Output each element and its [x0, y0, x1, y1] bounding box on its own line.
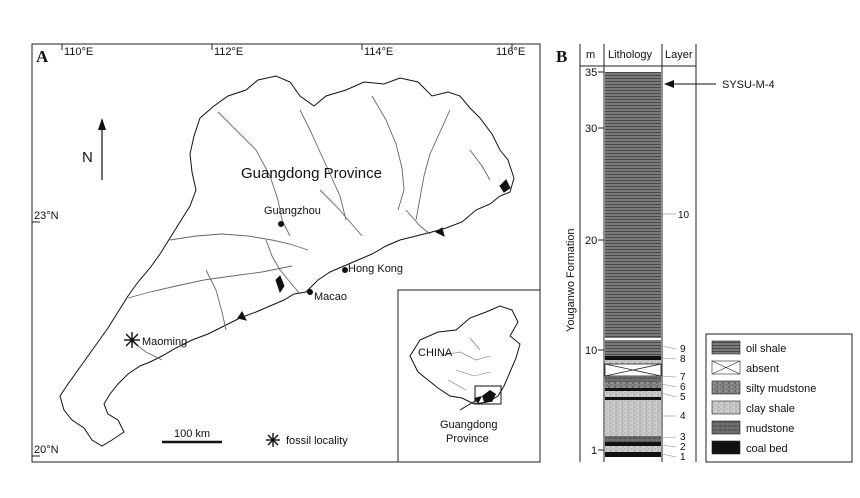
- sample-label: SYSU-M-4: [722, 79, 775, 91]
- layer-label: 2: [680, 442, 686, 453]
- legend-swatch-silty-mudstone: [712, 381, 740, 394]
- absent-unit: [605, 364, 661, 376]
- sample-arrow: [664, 80, 716, 88]
- panel-b-column: [556, 44, 852, 463]
- legend-label: oil shale: [746, 343, 787, 355]
- layer-label: 1: [680, 452, 686, 463]
- legend-label: clay shale: [746, 403, 795, 415]
- north-label: N: [82, 149, 93, 166]
- city-label-maoming: Maoming: [142, 336, 188, 348]
- city-marker-macao: [307, 289, 313, 295]
- coal-band-5: [605, 452, 661, 457]
- layer-label: 8: [680, 354, 686, 365]
- layer-label: 10: [678, 210, 690, 221]
- longitude-label: 110°E: [64, 46, 94, 58]
- depth-tick-label: 35: [585, 67, 598, 79]
- longitude-label: 112°E: [214, 46, 244, 58]
- depth-tick-label: 30: [585, 123, 598, 135]
- province-label: Guangdong Province: [241, 165, 382, 182]
- legend-label: coal bed: [746, 443, 788, 455]
- formation-label: Youganwo Formation: [565, 228, 577, 332]
- lithology-legend: [706, 334, 852, 462]
- col-header-layer: Layer: [665, 49, 693, 61]
- longitude-labels: [62, 44, 525, 58]
- clay-unit-upper: [605, 360, 661, 364]
- col-header-lithology: Lithology: [608, 49, 653, 61]
- panel-b-letter: B: [556, 47, 568, 66]
- inset-province-label-1: Guangdong: [440, 419, 498, 431]
- city-marker-guangzhou: [278, 221, 284, 227]
- coal-band-2: [605, 388, 661, 391]
- legend-swatch-oil-shale: [712, 341, 740, 354]
- fossil-locality-maoming: [124, 332, 140, 348]
- inset-map: [398, 290, 540, 462]
- col-header-m: m: [586, 49, 596, 61]
- panel-a-map: [32, 44, 540, 462]
- scale-label: 100 km: [174, 428, 211, 440]
- clay-unit-main: [605, 400, 661, 436]
- coal-band-4: [605, 442, 661, 446]
- oil-shale-unit-lower: [605, 340, 661, 356]
- city-label-macao: Macao: [314, 291, 348, 303]
- depth-tick-label: 10: [585, 345, 598, 357]
- legend-fossil-label: fossil locality: [286, 435, 348, 447]
- silty-unit: [605, 382, 661, 388]
- depth-tick-label: 20: [585, 235, 598, 247]
- longitude-label: 114°E: [364, 46, 394, 58]
- coal-band: [605, 356, 661, 360]
- depth-tick-label: 1: [591, 445, 598, 457]
- layer-label: 3: [680, 432, 686, 443]
- latitude-labels: [32, 210, 59, 456]
- layer-label: 9: [680, 344, 686, 355]
- legend-swatch-coal-bed: [712, 441, 740, 454]
- layer-leaders: [662, 214, 676, 457]
- panel-a-letter: A: [36, 47, 49, 66]
- legend-label: mudstone: [746, 423, 795, 435]
- legend-swatch-absent: [712, 361, 740, 374]
- latitude-label: 23°N: [34, 210, 59, 222]
- legend-swatch-mudstone: [712, 421, 740, 434]
- clay-unit-base: [605, 446, 661, 452]
- mudstone-unit: [605, 376, 661, 382]
- scale-bar: [162, 428, 222, 442]
- mudstone-unit-2: [605, 436, 661, 442]
- clay-unit: [605, 391, 661, 397]
- legend-label: absent: [746, 363, 780, 375]
- city-label-hong-kong: Hong Kong: [348, 263, 404, 275]
- latitude-label: 20°N: [34, 444, 59, 456]
- legend-swatch-clay-shale: [712, 401, 740, 414]
- longitude-label: 116°E: [496, 46, 526, 58]
- layer-label: 5: [680, 392, 686, 403]
- depth-axis: [598, 72, 604, 450]
- coal-band-3: [605, 397, 661, 400]
- layer-label: 7: [680, 372, 686, 383]
- city-label-guangzhou: Guangzhou: [264, 205, 321, 217]
- north-arrow: [82, 118, 106, 180]
- legend-fossil-icon: [266, 433, 280, 447]
- inset-province-label-2: Province: [446, 433, 489, 445]
- layer-label: 4: [680, 411, 686, 422]
- layer-label: 6: [680, 382, 686, 393]
- oil-shale-unit: [605, 72, 661, 338]
- inset-country-label: CHINA: [418, 347, 453, 359]
- legend-label: silty mudstone: [746, 383, 817, 395]
